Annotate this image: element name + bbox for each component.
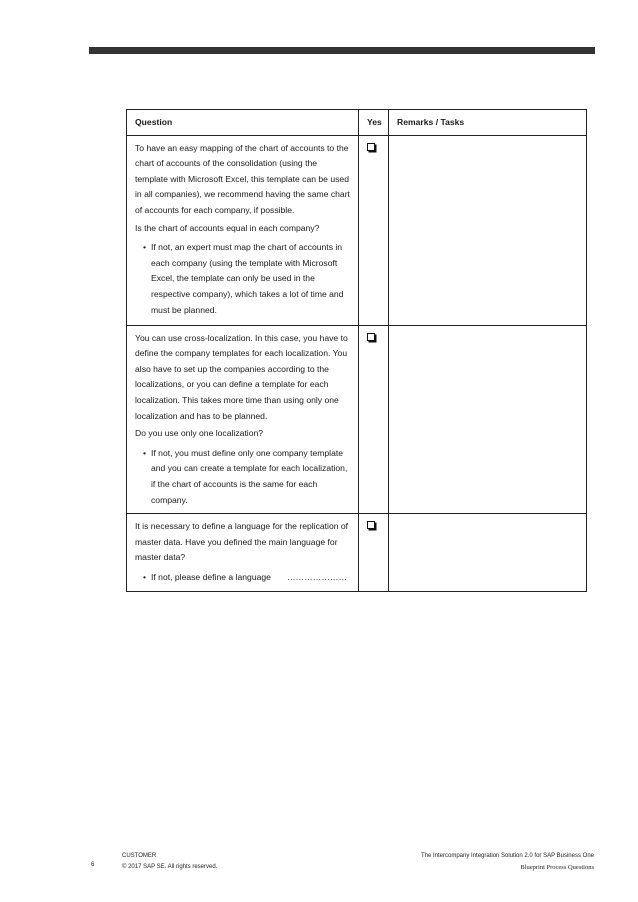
header-remarks: Remarks / Tasks bbox=[389, 110, 587, 136]
question-cell bbox=[127, 514, 359, 591]
question-intro: You can use cross-localization. In this case, you have to define the company templates for each localization. You also have to set up the companies according to the localizations, or you can define a template for each localization. This takes more time than using only one localization and has to be planned. bbox=[135, 332, 348, 421]
question-cell bbox=[127, 135, 359, 325]
page-number: 6 bbox=[91, 862, 95, 868]
question-intro: To have an easy mapping of the chart of accounts to the chart of accounts of the consolidation (using the template with Microsoft Excel, this template can be used in all companies), we recommend having the same chart of accounts for each company, if possible. bbox=[135, 142, 350, 215]
table-row bbox=[127, 325, 587, 514]
question-bullets bbox=[135, 446, 350, 508]
question-bullet bbox=[151, 570, 350, 586]
remarks-cell[interactable] bbox=[389, 514, 587, 591]
remarks-cell[interactable] bbox=[389, 325, 587, 514]
question-bullets bbox=[135, 570, 350, 586]
yes-checkbox[interactable] bbox=[367, 333, 375, 341]
footer-classification: CUSTOMER bbox=[122, 853, 157, 859]
table-header-row bbox=[127, 110, 587, 136]
blueprint-questions-table bbox=[126, 109, 587, 592]
table-row bbox=[127, 514, 587, 591]
yes-cell bbox=[359, 135, 389, 325]
question-text: Is the chart of accounts equal in each company? bbox=[135, 222, 320, 233]
question-bullet-text: If not, please define a language bbox=[151, 571, 271, 582]
fill-in-dots[interactable]: ………………… bbox=[286, 571, 348, 582]
question-intro: It is necessary to define a language for the replication of master data. Have you defined the main language for master data? bbox=[135, 521, 349, 563]
footer-right bbox=[421, 851, 594, 873]
footer-doc-title: The Intercompany Integration Solution 2.0 for SAP Business One bbox=[421, 853, 594, 859]
question-bullets bbox=[135, 240, 350, 318]
footer-copyright: © 2017 SAP SE. All rights reserved. bbox=[122, 864, 218, 870]
remarks-cell[interactable] bbox=[389, 135, 587, 325]
question-cell bbox=[127, 325, 359, 514]
question-text: Do you use only one localization? bbox=[135, 428, 264, 439]
header-rule bbox=[89, 47, 595, 54]
question-bullet: • If not, an expert must map the chart of accounts in each company (using the template with Microsoft Excel, the template can only be used in the respective company), which takes a lot of time and must be planned. bbox=[151, 240, 350, 318]
header-question: Question bbox=[127, 110, 359, 136]
yes-cell bbox=[359, 325, 389, 514]
yes-checkbox[interactable] bbox=[367, 521, 375, 529]
yes-cell bbox=[359, 514, 389, 591]
header-yes: Yes bbox=[359, 110, 389, 136]
question-bullet: • If not, you must define only one company template and you can create a template for each localization, if the chart of accounts is the same for each company. bbox=[151, 446, 350, 508]
yes-checkbox[interactable] bbox=[367, 143, 375, 151]
table-row bbox=[127, 135, 587, 325]
footer-section: Blueprint Process Questions bbox=[520, 864, 594, 871]
footer-left bbox=[122, 851, 217, 873]
